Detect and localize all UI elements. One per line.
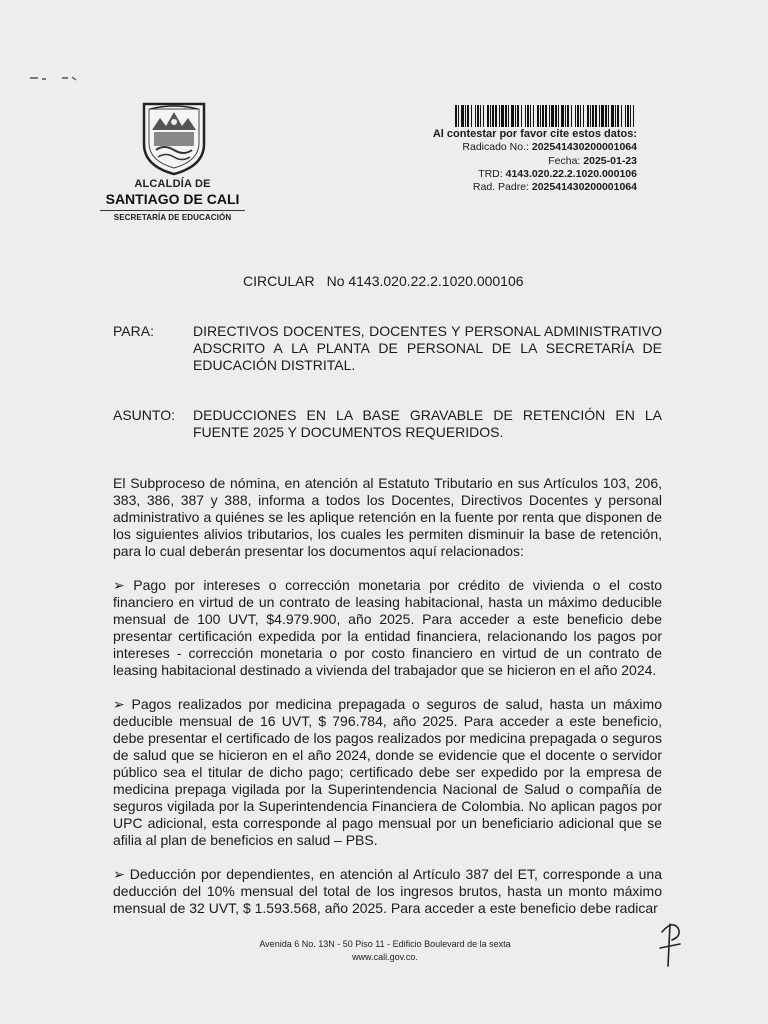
barcode-bar — [577, 105, 579, 127]
barcode-bar — [611, 105, 614, 127]
fecha-value: 2025-01-23 — [583, 154, 637, 167]
footer — [200, 938, 570, 964]
barcode-bar — [527, 105, 529, 127]
footer-address: Avenida 6 No. 13N - 50 Piso 11 - Edificio Boulevard de la sexta — [259, 939, 511, 949]
trd-label: TRD: — [478, 167, 506, 180]
trd-line — [433, 168, 637, 181]
scan-artifact — [28, 74, 78, 82]
barcode-bar — [458, 105, 459, 127]
barcode-bar — [630, 105, 631, 127]
barcode-bar — [505, 105, 507, 127]
deduction-item-housing: ➢ Pago por intereses o corrección monetaria por crédito de vivienda o el costo financiero en virtud de un contrato de leasing habitacional, hasta un máximo deducible mensual de 100 UVT, $4.979.900, año 2025. Para acceder a este beneficio debe presentar certificación expedida por la entidad financiera, relacionando los pagos por intereses - corrección monetaria o por costo financiero en virtud de un contrato de leasing habitacional destinado a vivienda del trabajador que se hicieron en el año 2024. — [113, 577, 662, 678]
barcode-bar — [455, 105, 457, 127]
circular-number: No 4143.020.22.2.1020.000106 — [326, 273, 524, 289]
barcode-bar — [608, 105, 609, 127]
barcode-bar — [621, 105, 622, 127]
barcode-bar — [599, 105, 600, 127]
radicado-block — [433, 128, 637, 194]
barcode-bar — [501, 105, 504, 127]
org-line-2: SANTIAGO DE CALI — [105, 191, 240, 207]
barcode-bar — [549, 105, 550, 127]
rad-padre-value: 202541430200001064 — [531, 181, 637, 194]
radicado-number-line — [433, 141, 637, 154]
barcode-bar — [471, 105, 472, 127]
asunto-text: DEDUCCIONES EN LA BASE GRAVABLE DE RETENCIÓN EN LA FUENTE 2025 Y DOCUMENTOS REQUERIDOS. — [193, 407, 662, 440]
body-text — [113, 475, 662, 934]
barcode-bar — [490, 105, 491, 127]
barcode-bar — [551, 105, 554, 127]
fecha-label: Fecha: — [548, 154, 584, 167]
barcode-bar — [511, 105, 514, 127]
org-line-3: SECRETARÍA DE EDUCACIÓN — [100, 210, 245, 222]
barcode-bar — [625, 105, 626, 127]
barcode-bar — [580, 105, 581, 127]
barcode-bar — [617, 105, 619, 127]
barcode-bar — [521, 105, 522, 127]
barcode-bar — [567, 105, 569, 127]
deduction-item-dependents: ➢ Deducción por dependientes, en atención al Artículo 387 del ET, corresponde a una deducción del 10% mensual del total de los ingresos brutos, hasta un monto máximo mensual de 32 UVT, $ 1.593.568, año 2025. Para acceder a este beneficio debe radicar — [113, 866, 662, 916]
circular-label: CIRCULAR — [243, 273, 315, 289]
org-line-1: ALCALDÍA DE — [134, 178, 211, 190]
trd-value: 4143.020.22.2.1020.000106 — [505, 167, 637, 180]
barcode-bar — [487, 105, 489, 127]
barcode-bar — [537, 105, 539, 127]
barcode-bar — [533, 105, 534, 127]
radicado-label: Radicado No.: — [462, 141, 532, 154]
para-label: PARA: — [113, 323, 154, 339]
para-text: DIRECTIVOS DOCENTES, DOCENTES Y PERSONAL ADMINISTRATIVO ADSCRITO A LA PLANTA DE PERSONAL DE LA SECRETARÍA DE EDUCACIÓN DISTRITAL. — [193, 323, 662, 373]
barcode-bar — [615, 105, 616, 127]
barcode-bar — [525, 105, 526, 127]
circular-heading — [243, 273, 524, 289]
barcode-bar — [633, 105, 634, 127]
barcode-bar — [492, 105, 494, 127]
barcode-bar — [555, 105, 557, 127]
barcode-bar — [499, 105, 500, 127]
barcode-bar — [483, 105, 484, 127]
organization-name — [100, 178, 245, 222]
barcode-bar — [592, 105, 594, 127]
barcode-bar — [545, 105, 547, 127]
radicado-lead: Al contestar por favor cite estos datos: — [432, 128, 637, 140]
barcode-bar — [467, 105, 469, 127]
intro-paragraph: El Subproceso de nómina, en atención al Estatuto Tributario en sus Artículos 103, 206, 383, 386, 387 y 388, informa a todos los Docentes, Directivos Docentes y personal administrativo a quiénes se les aplique retención en la fuente por renta que disponen de los siguientes alivios tributarios, los cuales les permiten disminuir la base de retención, para lo cual deberán presentar los documentos aquí relacionados: — [113, 475, 662, 559]
asunto-label: ASUNTO: — [113, 407, 175, 423]
barcode-bar — [515, 105, 516, 127]
barcode-bar — [530, 105, 531, 127]
barcode-bar — [558, 105, 559, 127]
fecha-line — [433, 155, 637, 168]
barcode-bar — [627, 105, 629, 127]
barcode-bar — [561, 105, 564, 127]
barcode-bar — [565, 105, 566, 127]
barcode-bar — [480, 105, 481, 127]
barcode-bar — [475, 105, 476, 127]
rad-padre-line — [433, 181, 637, 194]
barcode-bar — [605, 105, 607, 127]
barcode-bar — [575, 105, 576, 127]
barcode-bar — [517, 105, 519, 127]
barcode-bar — [542, 105, 544, 127]
barcode-bar — [477, 105, 479, 127]
barcode — [455, 105, 638, 127]
barcode-bar — [595, 105, 597, 127]
deduction-item-health: ➢ Pagos realizados por medicina prepagada o seguros de salud, hasta un máximo deducible mensual de 16 UVT, $ 796.784, año 2025. Para acceder a este beneficio, debe presentar el certificado de los pagos realizados por medicina prepagada o seguros de salud que se hicieron en el año 2024, donde se evidencie que el docente o servidor público sea el titular de dicho pago; certificado debe ser expedido por la empresa de medicina prepaga vigilada por la Superintendencia Nacional de Salud o compañía de seguros vigilada por la Superintendencia Financiera de Colombia. No aplican pagos por UPC adicional, esta corresponde al pago mensual por un beneficiario adicional que se afilia al plan de beneficios en salud – PBS. — [113, 696, 662, 848]
cali-coat-of-arms-logo — [140, 100, 208, 176]
barcode-bar — [590, 105, 591, 127]
barcode-bar — [587, 105, 589, 127]
barcode-bar — [465, 105, 466, 127]
rad-padre-label: Rad. Padre: — [472, 181, 532, 194]
handwritten-initial-signature — [652, 918, 688, 970]
barcode-bar — [601, 105, 604, 127]
footer-web: www.cali.gov.co. — [352, 952, 418, 962]
barcode-bar — [540, 105, 541, 127]
barcode-bar — [571, 105, 572, 127]
barcode-bar — [583, 105, 584, 127]
radicado-value: 202541430200001064 — [531, 141, 637, 154]
barcode-bar — [508, 105, 509, 127]
barcode-bar — [495, 105, 497, 127]
barcode-bar — [461, 105, 464, 127]
